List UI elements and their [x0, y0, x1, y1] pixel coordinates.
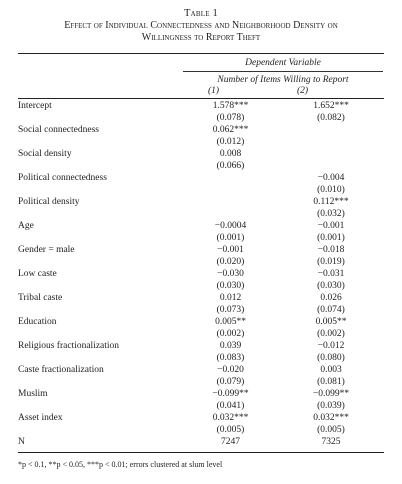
- row-label: [18, 136, 183, 148]
- column-2-cell: (0.080): [317, 353, 345, 363]
- column-1-cell: (0.012): [216, 137, 245, 147]
- column-1-cell: (0.066): [216, 161, 245, 171]
- table-row: [18, 412, 384, 424]
- column-2-cell: (0.074): [317, 305, 345, 315]
- column-1-cell: (0.005): [216, 425, 245, 435]
- table-row: [18, 268, 384, 280]
- column-group-header: Number of Items Willing to Report: [217, 75, 349, 85]
- column-1-cell: −0.099**: [212, 389, 249, 399]
- column-2-cell: −0.099**: [312, 389, 350, 399]
- column-2-cell: −0.004: [317, 173, 345, 183]
- column-2-cell: (0.010): [317, 185, 345, 195]
- row-label: Asset index: [18, 413, 63, 423]
- row-label: N: [18, 437, 25, 447]
- row-label: [18, 184, 183, 196]
- table-row: [18, 424, 384, 436]
- column-1-cell: [183, 172, 278, 184]
- column-1-cell: (0.041): [216, 401, 245, 411]
- column-2-cell: −0.018: [317, 245, 345, 255]
- row-label: [18, 328, 183, 340]
- table-title: [0, 7, 402, 44]
- column-1-cell: [183, 196, 278, 208]
- results-table: [18, 100, 384, 448]
- column-1-cell: 7247: [221, 437, 240, 447]
- table-row: [18, 352, 384, 364]
- column-2-cell: 0.003: [320, 365, 342, 375]
- header-subrule: [183, 71, 383, 72]
- table-row: [18, 280, 384, 292]
- table-row: [18, 220, 384, 232]
- column-2-cell: 0.026: [320, 293, 342, 303]
- column-1-cell: −0.020: [217, 365, 244, 375]
- column-1-cell: [183, 184, 278, 196]
- column-1-cell: (0.078): [216, 113, 245, 123]
- column-1-cell: [183, 208, 278, 220]
- top-rule: [18, 53, 384, 54]
- table-note: *p < 0.1, **p < 0.05, ***p < 0.01; errors clustered at slum level: [18, 460, 223, 469]
- table-row: [18, 364, 384, 376]
- column-1-cell: (0.079): [216, 377, 245, 387]
- table-row: [18, 376, 384, 388]
- row-label: Age: [18, 221, 34, 231]
- table-row: [18, 196, 384, 208]
- table-row: [18, 172, 384, 184]
- row-label: [18, 208, 183, 220]
- column-2-cell: [278, 136, 384, 148]
- row-label: Education: [18, 317, 57, 327]
- table-row: [18, 208, 384, 220]
- table-row: [18, 400, 384, 412]
- table-row: [18, 436, 384, 448]
- table-row: [18, 244, 384, 256]
- column-1-cell: (0.001): [216, 233, 245, 243]
- table-row: [18, 292, 384, 304]
- column-1-cell: −0.0004: [214, 221, 247, 231]
- column-2-cell: 1.652***: [313, 101, 349, 111]
- column-2-cell: 0.005**: [315, 317, 347, 327]
- header-rule: [18, 98, 384, 99]
- column-2-cell: [278, 160, 384, 172]
- table-title-line-1: Effect of Individual Connectedness and Neighborhood Density on: [64, 20, 338, 31]
- table-row: [18, 136, 384, 148]
- table-row: [18, 148, 384, 160]
- table-title-line-2: Willingness to Report Theft: [141, 32, 261, 43]
- column-1-cell: (0.020): [216, 257, 245, 267]
- row-label: [18, 232, 183, 244]
- table-row: [18, 304, 384, 316]
- row-label: [18, 280, 183, 292]
- column-1-cell: 0.032***: [212, 413, 249, 423]
- bottom-rule: [18, 452, 384, 453]
- column-1-cell: (0.083): [216, 353, 245, 363]
- column-2-header: (2): [297, 86, 309, 96]
- row-label: Intercept: [18, 101, 52, 111]
- column-2-cell: (0.001): [317, 233, 345, 243]
- row-label: Caste fractionalization: [18, 365, 104, 375]
- table-row: [18, 100, 384, 112]
- column-2-cell: (0.039): [317, 401, 345, 411]
- column-2-cell: [278, 124, 384, 136]
- row-label: Social density: [18, 149, 72, 159]
- row-label: [18, 424, 183, 436]
- column-2-cell: (0.005): [317, 425, 345, 435]
- row-label: [18, 160, 183, 172]
- column-2-cell: 0.112***: [313, 197, 349, 207]
- column-2-cell: (0.081): [317, 377, 345, 387]
- column-1-cell: 0.005**: [215, 317, 246, 327]
- row-label: [18, 352, 183, 364]
- column-2-cell: (0.019): [317, 257, 345, 267]
- column-1-cell: (0.002): [216, 329, 245, 339]
- table-row: [18, 388, 384, 400]
- column-2-cell: [278, 148, 384, 160]
- column-1-cell: −0.001: [217, 245, 244, 255]
- column-2-cell: (0.082): [317, 113, 345, 123]
- column-1-cell: 0.008: [219, 149, 242, 159]
- column-2-cell: (0.032): [317, 209, 345, 219]
- table-number: Table 1: [184, 8, 218, 19]
- column-2-cell: 7325: [321, 437, 341, 447]
- row-label: Religious fractionalization: [18, 341, 120, 351]
- row-label: [18, 400, 183, 412]
- row-label: [18, 304, 183, 316]
- table-row: [18, 256, 384, 268]
- column-1-header: (1): [208, 86, 220, 96]
- table-row: [18, 232, 384, 244]
- column-1-cell: 1.578***: [212, 101, 249, 111]
- column-1-cell: 0.012: [219, 293, 242, 303]
- row-label: Social connectedness: [18, 125, 99, 135]
- column-1-cell: −0.030: [217, 269, 244, 279]
- column-2-cell: −0.001: [317, 221, 345, 231]
- column-1-cell: 0.039: [219, 341, 242, 351]
- row-label: [18, 256, 183, 268]
- table-row: [18, 316, 384, 328]
- row-label: Political connectedness: [18, 173, 107, 183]
- column-1-cell: (0.030): [216, 281, 245, 291]
- row-label: Political density: [18, 197, 80, 207]
- dependent-variable-header: Dependent Variable: [245, 58, 321, 68]
- column-2-cell: (0.002): [317, 329, 345, 339]
- row-label: Low caste: [18, 269, 57, 279]
- table-row: [18, 160, 384, 172]
- column-2-cell: 0.032***: [313, 413, 349, 423]
- row-label: [18, 112, 183, 124]
- column-2-cell: (0.030): [317, 281, 345, 291]
- column-2-cell: −0.012: [317, 341, 345, 351]
- row-label: Gender = male: [18, 245, 75, 255]
- row-label: Tribal caste: [18, 293, 63, 303]
- table-row: [18, 184, 384, 196]
- row-label: [18, 376, 183, 388]
- table-row: [18, 340, 384, 352]
- column-1-cell: 0.062***: [212, 125, 249, 135]
- column-1-cell: (0.073): [216, 305, 245, 315]
- table-row: [18, 124, 384, 136]
- column-2-cell: −0.031: [317, 269, 345, 279]
- table-row: [18, 112, 384, 124]
- table-row: [18, 328, 384, 340]
- row-label: Muslim: [18, 389, 48, 399]
